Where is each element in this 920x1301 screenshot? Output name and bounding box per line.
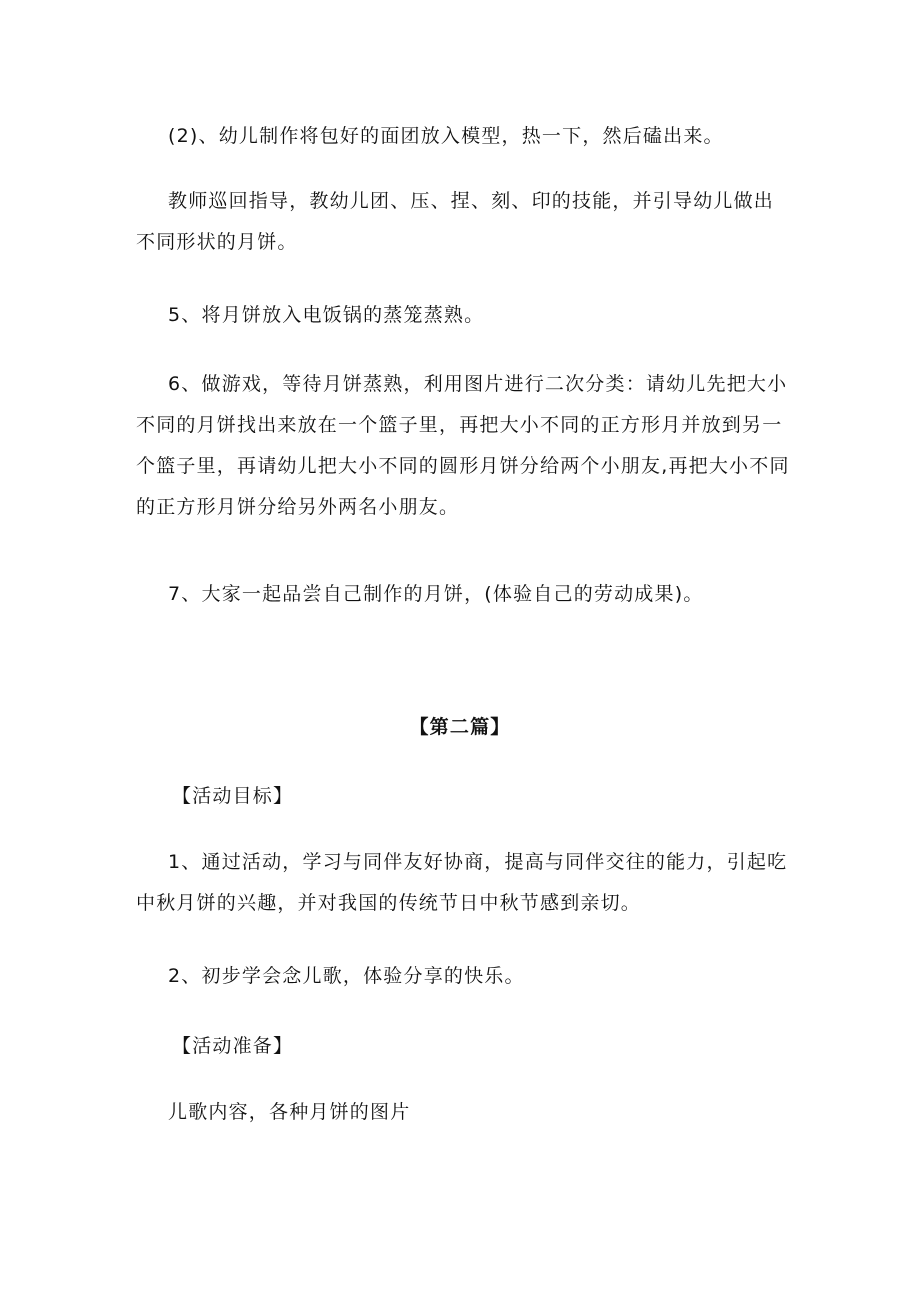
paragraph-step-2-mold: (2)、幼儿制作将包好的面团放入模型，热一下，然后磕出来。 <box>168 125 724 147</box>
section-title: 【第二篇】 <box>409 716 511 738</box>
paragraph-step-5-steam: 5、将月饼放入电饭锅的蒸笼蒸熟。 <box>168 304 485 326</box>
paragraph-step-7-taste: 7、大家一起品尝自己制作的月饼，(体验自己的劳动成果)。 <box>168 583 704 605</box>
goal-heading: 【活动目标】 <box>172 785 294 807</box>
paragraph-step-6-game: 6、做游戏，等待月饼蒸熟，利用图片进行二次分类：请幼儿先把大小不同的月饼找出来放在一个篮子里，再把大小不同的正方形月并放到另一个篮子里，再请幼儿把大小不同的圆形月饼分给两个小朋友,再把大小不同的正方形月饼分给另外两名小朋友。 <box>136 373 790 518</box>
prep-heading: 【活动准备】 <box>172 1035 294 1057</box>
goal-item-1: 1、通过活动，学习与同伴友好协商，提高与同伴交往的能力，引起吃中秋月饼的兴趣，并对我国的传统节日中秋节感到亲切。 <box>136 851 788 914</box>
goal-item-2: 2、初步学会念儿歌，体验分享的快乐。 <box>168 965 525 987</box>
prep-text: 儿歌内容，各种月饼的图片 <box>168 1101 411 1123</box>
paragraph-teacher-guidance: 教师巡回指导，教幼儿团、压、捏、刻、印的技能，并引导幼儿做出不同形状的月饼。 <box>136 190 775 253</box>
